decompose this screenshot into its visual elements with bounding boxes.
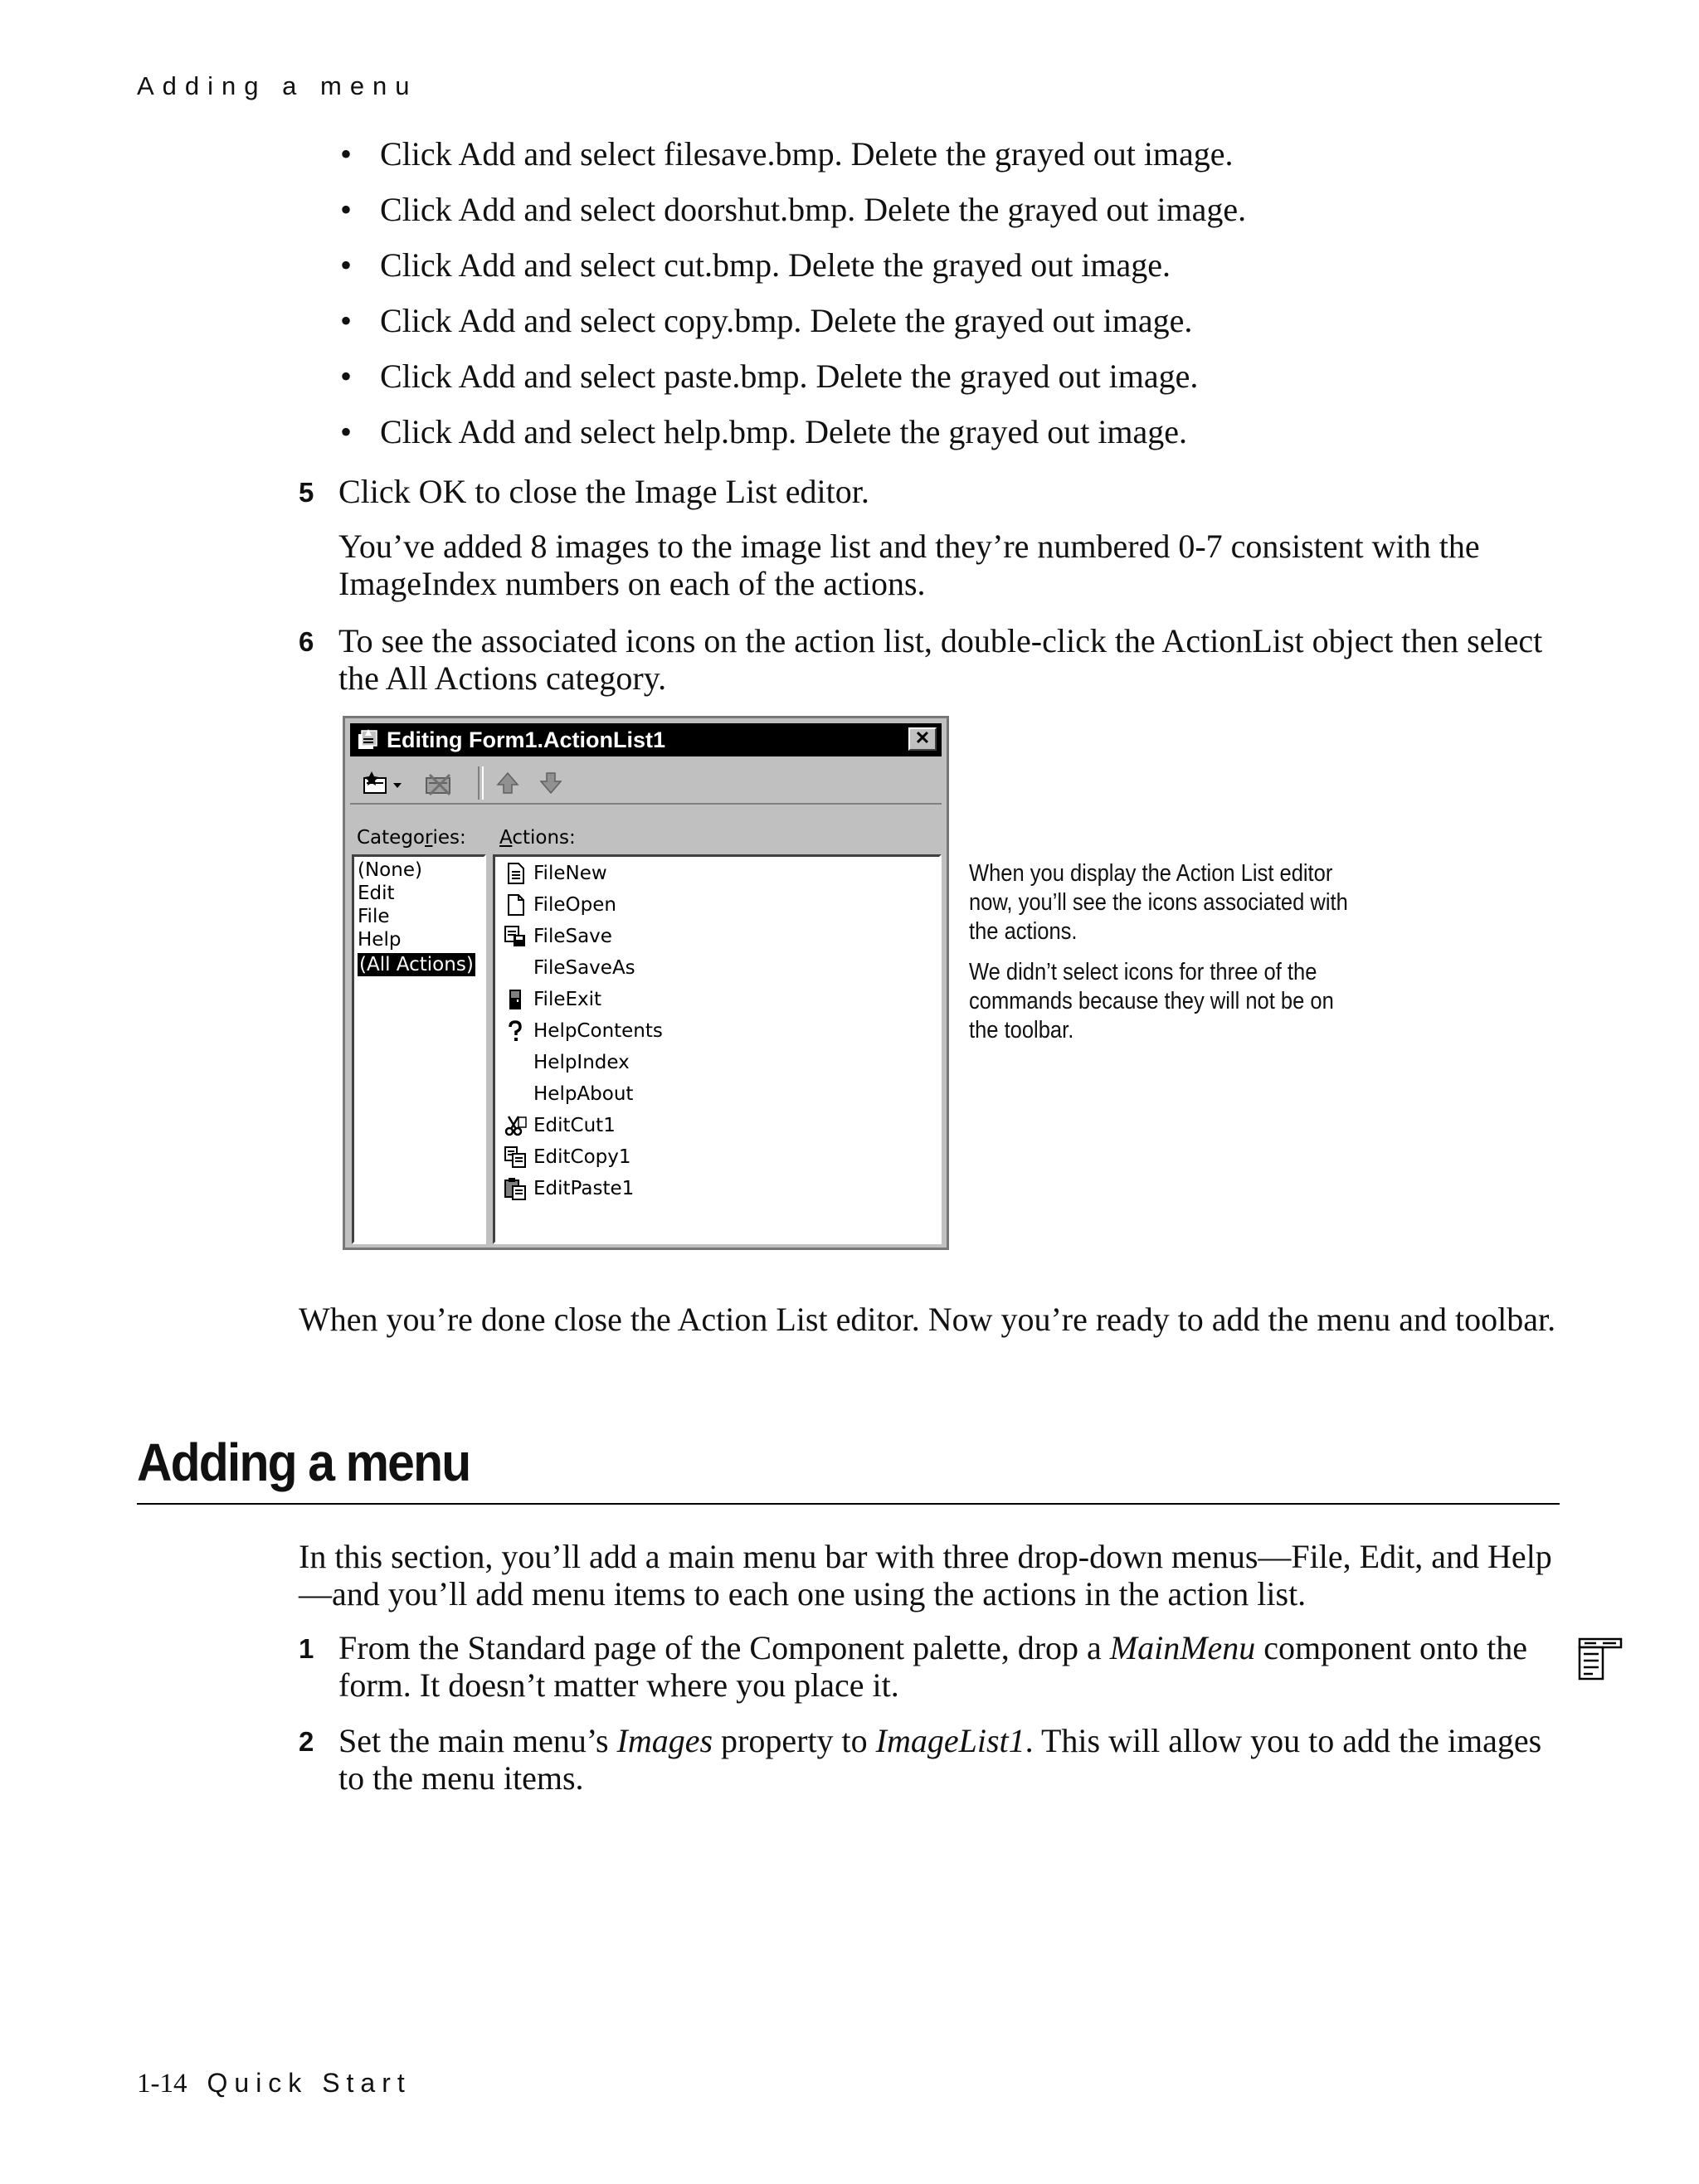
list-item: • Click Add and select copy.bmp. Delete the grayed out image.	[340, 301, 1585, 357]
action-name: FileNew	[533, 863, 607, 884]
step-5-followup: You’ve added 8 images to the image list and they’re numbered 0-7 consistent with the ImageIndex numbers on each of the actions.	[338, 528, 1480, 602]
toolbar-separator	[478, 766, 484, 800]
category-item[interactable]: File	[358, 906, 390, 927]
category-item[interactable]: Edit	[358, 883, 395, 904]
action-name: EditCopy1	[533, 1146, 631, 1168]
paste-icon	[504, 1177, 527, 1200]
action-name: FileExit	[533, 989, 602, 1010]
section-intro: In this section, you’ll add a main menu bar with three drop-down menus—File, Edit, and Help—and you’ll add menu items to each one using the actions in the action list.	[299, 1538, 1552, 1612]
heading-rule	[137, 1503, 1560, 1505]
step-text: Click OK to close the Image List editor.	[338, 473, 869, 510]
bullet-list	[340, 134, 1585, 468]
file-save-icon	[504, 925, 527, 948]
step-number: 6	[299, 626, 314, 657]
action-name: HelpContents	[533, 1020, 663, 1042]
step-number: 1	[299, 1633, 314, 1664]
step-number: 2	[299, 1726, 314, 1757]
running-head: Adding a menu	[137, 71, 418, 100]
file-open-icon	[504, 893, 527, 917]
file-new-icon	[504, 862, 527, 885]
step-text: Set the main menu’s Images property to ImageList1. This will allow you to add the images to the menu items.	[338, 1722, 1542, 1797]
category-item[interactable]: (None)	[358, 859, 422, 881]
caption-paragraph: When you display the Action List editor now, you’ll see the icons associated with the actions.	[969, 860, 1348, 945]
action-name: FileOpen	[533, 894, 616, 916]
step-1	[299, 1629, 1560, 1712]
action-list-app-icon	[357, 727, 380, 752]
action-name: HelpAbout	[533, 1083, 634, 1105]
dialog-toolbar	[350, 761, 942, 805]
figure-caption	[969, 859, 1363, 1057]
list-item: • Click Add and select doorshut.bmp. Delete the grayed out image.	[340, 190, 1585, 246]
categories-listbox[interactable]	[352, 854, 486, 1244]
step-5	[299, 473, 1560, 514]
category-item[interactable]: Help	[358, 929, 402, 951]
delete-action-icon[interactable]	[421, 770, 458, 796]
new-action-dropdown-button[interactable]	[362, 770, 408, 796]
step-number: 5	[299, 477, 314, 508]
dialog-title: Editing Form1.ActionList1	[387, 727, 666, 752]
step-text: To see the associated icons on the action list, double-click the ActionList object then select the All Actions category.	[338, 622, 1543, 697]
page-number: 1-14	[137, 2069, 187, 2099]
move-up-arrow-icon[interactable]	[493, 770, 523, 796]
list-item: • Click Add and select help.bmp. Delete the grayed out image.	[340, 412, 1585, 468]
caption-paragraph: We didn’t select icons for three of the commands because they will not be on the toolbar.	[969, 959, 1334, 1043]
action-name: EditCut1	[533, 1115, 616, 1136]
door-icon	[504, 988, 527, 1011]
action-name: FileSaveAs	[533, 957, 635, 979]
help-icon	[504, 1019, 527, 1043]
actions-label: Actions:	[499, 827, 576, 849]
actions-listbox[interactable]	[493, 854, 942, 1244]
dialog-titlebar[interactable]	[350, 723, 942, 756]
list-item: • Click Add and select paste.bmp. Delete the grayed out image.	[340, 357, 1585, 412]
copy-icon	[504, 1146, 527, 1169]
mainmenu-component-icon	[1576, 1636, 1624, 1682]
action-name: EditPaste1	[533, 1178, 635, 1199]
step-2	[299, 1722, 1560, 1805]
move-down-arrow-icon[interactable]	[536, 770, 566, 796]
action-name: HelpIndex	[533, 1052, 630, 1073]
after-dialog-paragraph: When you’re done close the Action List editor. Now you’re ready to add the menu and toolbar.	[299, 1301, 1556, 1338]
book-title: Quick Start	[207, 2068, 411, 2098]
step-text: From the Standard page of the Component palette, drop a MainMenu component onto the form. It doesn’t matter where you place it.	[338, 1629, 1527, 1704]
section-heading: Adding a menu	[137, 1432, 470, 1492]
category-item-selected[interactable]: (All Actions)	[359, 954, 474, 975]
categories-label: Categories:	[357, 827, 466, 849]
cut-icon	[504, 1114, 527, 1137]
list-item: • Click Add and select cut.bmp. Delete the grayed out image.	[340, 246, 1585, 301]
action-name: FileSave	[533, 926, 612, 947]
list-item: • Click Add and select filesave.bmp. Delete the grayed out image.	[340, 134, 1585, 190]
step-6	[299, 622, 1560, 705]
action-list-editor-dialog	[343, 716, 949, 1250]
close-button[interactable]: ✕	[908, 727, 937, 751]
page-footer	[137, 2068, 411, 2099]
